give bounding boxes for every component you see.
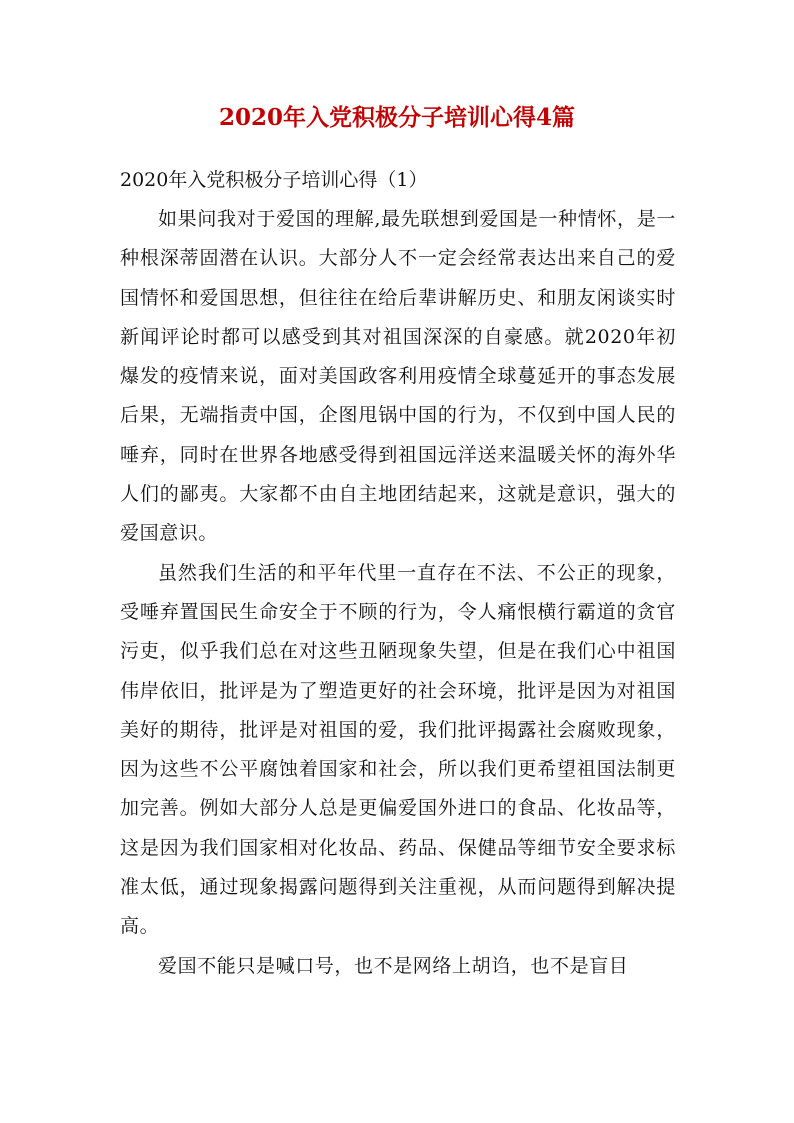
body-text (120, 200, 676, 986)
section-heading: 2020年入党积极分子培训心得（1） (120, 169, 428, 191)
paragraph-2: 虽然我们生活的和平年代里一直存在不法、不公正的现象，受唾弃置国民生命安全于不顾的行为，令人痛恨横行霸道的贪官污吏，似乎我们总在对这些丑陋现象失望，但是在我们心中祖国伟岸依旧，批评是为了塑造更好的社会环境，批评是因为对祖国美好的期待，批评是对祖国的爱，我们批评揭露社会腐败现象，因为这些不公平腐蚀着国家和社会，所以我们更希望祖国法制更加完善。例如大部分人总是更偏爱国外进口的食品、化妆品等，这是因为我们国家相对化妆品、药品、保健品等细节安全要求标准太低，通过现象揭露问题得到关注重视，从而问题得到解决提高。 (120, 561, 676, 938)
paragraph-1: 如果问我对于爱国的理解,最先联想到爱国是一种情怀，是一种根深蒂固潜在认识。大部分人不一定会经常表达出来自己的爱国情怀和爱国思想，但往往在给后辈讲解历史、和朋友闲谈实时新闻评论时都可以感受到其对祖国深深的自豪感。就2020年初爆发的疫情来说，面对美国政客利用疫情全球蔓延开的事态发展后果，无端指责中国，企图甩锅中国的行为，不仅到中国人民的唾弃，同时在世界各地感受得到祖国远洋送来温暖关怀的海外华人们的鄙夷。大家都不由自主地团结起来，这就是意识，强大的爱国意识。 (120, 208, 676, 545)
paragraph-3: 爱国不能只是喊口号，也不是网络上胡诌，也不是盲目 (158, 954, 629, 977)
document-title: 2020年入党积极分子培训心得4篇 (218, 104, 576, 131)
